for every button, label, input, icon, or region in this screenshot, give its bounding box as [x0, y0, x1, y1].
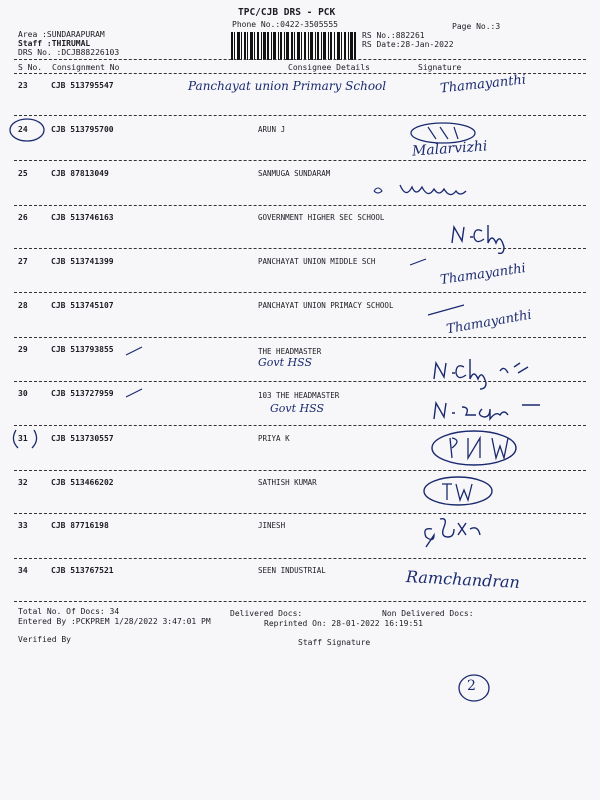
- row-consignment: CJB 87813049: [51, 169, 109, 178]
- row-sno: 28: [18, 301, 28, 310]
- row-sno: 30: [18, 389, 28, 398]
- row-sno: 32: [18, 478, 28, 487]
- row-consignee: PANCHAYAT UNION PRIMACY SCHOOL: [258, 301, 394, 310]
- row-signature: Thamayanthi: [439, 72, 527, 97]
- row-consignee: PANCHAYAT UNION MIDDLE SCH: [258, 257, 376, 266]
- col-sno-header: S No.: [18, 63, 43, 72]
- document-title: TPC/CJB DRS - PCK: [238, 7, 336, 18]
- divider: [14, 381, 586, 382]
- table-row: [0, 125, 600, 165]
- row-sno: 26: [18, 213, 28, 222]
- divider: [14, 425, 586, 426]
- handwritten-signature-image: [420, 515, 490, 551]
- signature-stamp: [428, 428, 524, 468]
- page-number: Page No.:3: [452, 22, 501, 31]
- row-consignment: CJB 87716198: [51, 521, 109, 530]
- row-consignee: GOVERNMENT HIGHER SEC SCHOOL: [258, 213, 385, 222]
- divider: [14, 115, 586, 116]
- table-row: [0, 169, 600, 209]
- row-sno: 29: [18, 345, 28, 354]
- phone-number: Phone No.:0422-3505555: [232, 20, 338, 29]
- row-consignee: PRIYA K: [258, 434, 290, 443]
- staff-label: Staff :THIRUMAL: [18, 39, 91, 48]
- signature-stamp: [420, 474, 496, 508]
- row-consignment: CJB 513727959: [51, 389, 114, 398]
- divider: [14, 337, 586, 338]
- row-consignee: ARUN J: [258, 125, 286, 134]
- row-sno: 25: [18, 169, 28, 178]
- non-delivered-docs: Non Delivered Docs:: [382, 609, 474, 618]
- row-signature: Malarvizhi: [411, 138, 488, 160]
- entered-by: Entered By :PCKPREM 1/28/2022 3:47:01 PM: [18, 617, 211, 626]
- row-signature: Thamayanthi: [445, 307, 533, 338]
- row-sno: 24: [18, 125, 28, 134]
- area-label: Area :SUNDARAPURAM: [18, 30, 105, 39]
- pen-stroke: [426, 303, 466, 317]
- total-docs: Total No. Of Docs: 34: [18, 607, 120, 616]
- row-consignee: THE HEADMASTER: [258, 347, 322, 356]
- verified-by: Verified By: [18, 635, 71, 644]
- divider: [14, 513, 586, 514]
- rs-date: RS Date:28-Jan-2022: [362, 40, 454, 49]
- divider: [14, 205, 586, 206]
- row-handwriting: Govt HSS: [270, 402, 325, 415]
- staff-signature: Staff Signature: [298, 638, 371, 647]
- row-handwriting: Govt HSS: [258, 356, 313, 369]
- barcode-image: [231, 32, 356, 60]
- col-consignee-header: Consignee Details: [288, 63, 370, 72]
- reprinted-on: Reprinted On: 28-01-2022 16:19:51: [264, 619, 423, 628]
- row-handwriting: Panchayat union Primary School: [188, 79, 387, 93]
- row-consignment: CJB 513746163: [51, 213, 114, 222]
- handwritten-signature-image: [430, 397, 550, 425]
- handwritten-signature-image: [372, 177, 482, 201]
- drs-number: DRS No. :DCJB88226103: [18, 48, 120, 57]
- row-consignment: CJB 513795547: [51, 81, 114, 90]
- table-row: [0, 566, 600, 606]
- row-consignment: CJB 513745107: [51, 301, 114, 310]
- row-consignment: CJB 513730557: [51, 434, 114, 443]
- row-consignment: CJB 513466202: [51, 478, 114, 487]
- row-consignee: JINESH: [258, 521, 286, 530]
- col-consignment-header: Consignment No: [52, 63, 120, 72]
- row-sno: 34: [18, 566, 28, 575]
- row-consignment: CJB 513741399: [51, 257, 114, 266]
- divider: [14, 59, 586, 60]
- row-consignee: SATHISH KUMAR: [258, 478, 317, 487]
- divider: [14, 470, 586, 471]
- delivered-docs: Delivered Docs:: [230, 609, 303, 618]
- table-row: [0, 389, 600, 429]
- row-consignee: SEEN INDUSTRIAL: [258, 566, 326, 575]
- divider: [14, 248, 586, 249]
- table-row: [0, 213, 600, 253]
- page-mark-number: 2: [467, 678, 476, 694]
- pen-tick: [124, 345, 144, 357]
- row-consignee: SANMUGA SUNDARAM: [258, 169, 331, 178]
- table-row: [0, 301, 600, 341]
- pen-tick: [124, 387, 144, 399]
- row-consignment: CJB 513793855: [51, 345, 114, 354]
- table-row: [0, 521, 600, 561]
- table-row: [0, 345, 600, 385]
- divider: [14, 601, 586, 602]
- divider: [14, 160, 586, 161]
- col-signature-header: Signature: [418, 63, 462, 72]
- row-signature: Ramchandran: [405, 567, 521, 592]
- divider: [14, 73, 586, 74]
- row-sno: 33: [18, 521, 28, 530]
- row-sno: 23: [18, 81, 28, 90]
- row-sno: 27: [18, 257, 28, 266]
- divider: [14, 292, 586, 293]
- pen-stroke: [408, 255, 428, 269]
- table-row: [0, 257, 600, 297]
- row-sno: 31: [18, 434, 28, 443]
- row-signature: Thamayanthi: [439, 261, 527, 288]
- rs-number: RS No.:882261: [362, 31, 425, 40]
- divider: [14, 558, 586, 559]
- handwritten-signature-image: [448, 221, 538, 249]
- row-consignee: 103 THE HEADMASTER: [258, 391, 340, 400]
- table-row: [0, 478, 600, 518]
- row-consignment: CJB 513767521: [51, 566, 114, 575]
- row-consignment: CJB 513795700: [51, 125, 114, 134]
- table-row: [0, 434, 600, 474]
